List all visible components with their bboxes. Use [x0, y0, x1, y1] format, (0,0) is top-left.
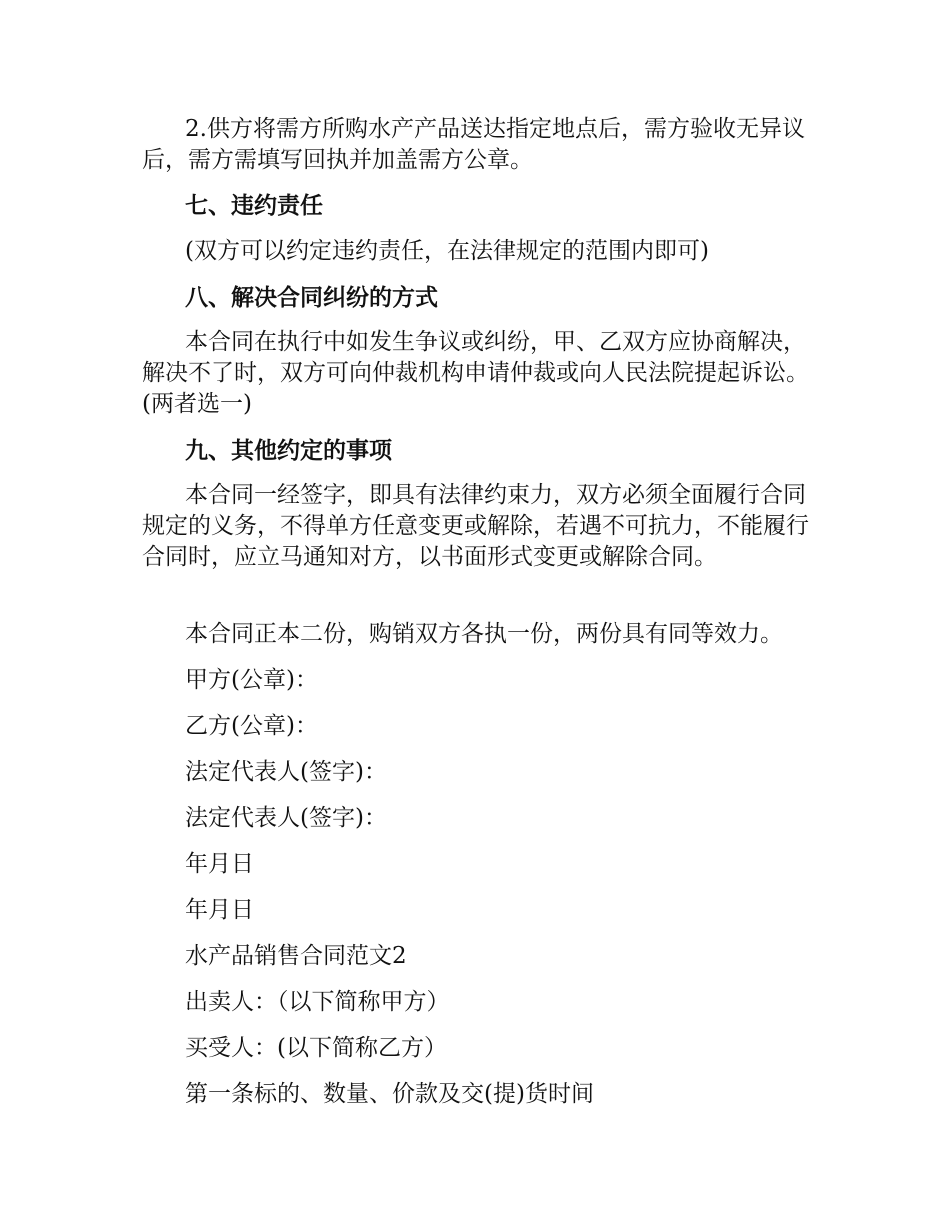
date-line-1: 年月日 — [185, 851, 254, 877]
sample-2-title: 水产品销售合同范文2 — [185, 943, 407, 969]
seller-line: 出卖人：（以下简称甲方） — [185, 989, 450, 1015]
copies-statement: 本合同正本二份，购销双方各执一份，两份具有同等效力。 — [185, 621, 783, 647]
section-text-breach-liability: (双方可以约定违约责任，在法律规定的范围内即可) — [185, 238, 709, 264]
party-a-seal-line: 甲方(公章)： — [185, 667, 318, 693]
section-heading-breach-liability: 七、违约责任 — [185, 192, 323, 219]
date-line-2: 年月日 — [185, 897, 254, 923]
section-heading-dispute-resolution: 八、解决合同纠纷的方式 — [185, 284, 438, 311]
buyer-line: 买受人：(以下简称乙方） — [185, 1035, 447, 1061]
section-text-dispute-resolution: 本合同在执行中如发生争议或纠纷，甲、乙双方应协商解决，解决不了时，双方可向仲裁机构申请仲裁或向人民法院提起诉讼。(两者选一) — [142, 329, 809, 417]
clause-delivery-receipt: 2.供方将需方所购水产产品送达指定地点后，需方验收无异议后，需方需填写回执并加盖需方公章。 — [142, 116, 805, 173]
party-b-seal-line: 乙方(公章)： — [185, 713, 318, 739]
section-heading-other-matters: 九、其他约定的事项 — [185, 437, 392, 464]
article-1-heading: 第一条标的、数量、价款及交(提)货时间 — [185, 1081, 594, 1107]
legal-representative-line-2: 法定代表人(签字)： — [185, 805, 387, 831]
section-text-other-matters: 本合同一经签字，即具有法律约束力，双方必须全面履行合同规定的义务，不得单方任意变更或解除，若遇不可抗力，不能履行合同时，应立马通知对方，以书面形式变更或解除合同。 — [142, 482, 809, 570]
legal-representative-line-1: 法定代表人(签字)： — [185, 759, 387, 785]
